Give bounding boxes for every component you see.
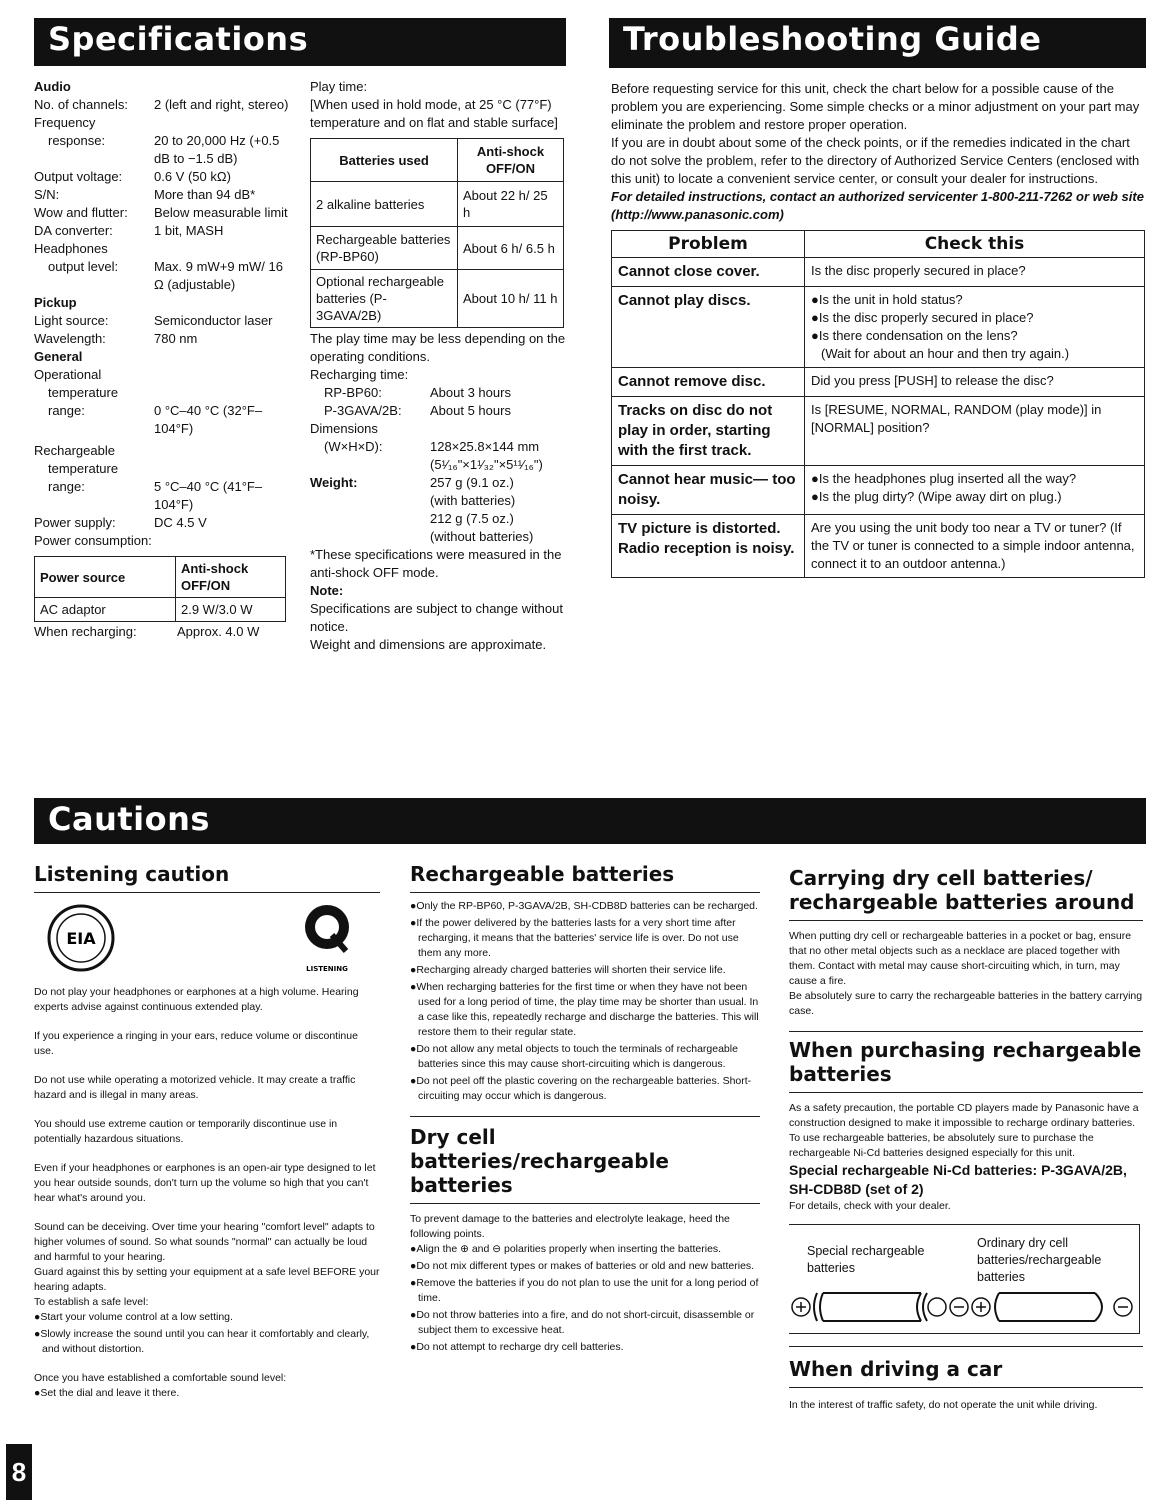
- specs-column-2: [310, 78, 566, 654]
- spec-value: 212 g (7.5 oz.): [430, 511, 514, 526]
- spec-key: RP-BP60:: [324, 385, 382, 400]
- caution-paragraph: Be absolutely sure to carry the rechargeable batteries in the battery carrying case.: [789, 990, 1143, 1017]
- listening-logo-text: LISTENING: [306, 965, 348, 973]
- check-line: ●Is the headphones plug inserted all the way?: [811, 471, 1077, 486]
- problem-cell: Cannot remove disc.: [612, 368, 805, 397]
- spec-value: 2 (left and right, stereo): [154, 97, 289, 112]
- note-text: Weight and dimensions are approximate.: [310, 637, 547, 652]
- caution-paragraph: You should use extreme caution or temporarily discontinue use in potentially hazardous situations.: [34, 1118, 338, 1145]
- spec-value: (5¹⁄₁₆"×1¹⁄₃₂"×5¹¹⁄₁₆"): [430, 457, 543, 472]
- check-line: ●Is the disc properly secured in place?: [811, 310, 1034, 325]
- table-header: Power source: [35, 557, 176, 598]
- troubleshooting-title: Troubleshooting Guide: [623, 20, 1042, 58]
- spec-key: Wow and flutter:: [34, 205, 128, 220]
- spec-value: Max. 9 mW+9 mW/ 16 Ω (adjustable): [154, 259, 283, 292]
- bullet-item: ●Start your volume control at a low setting.: [34, 1311, 233, 1323]
- table-cell: 2 alkaline batteries: [311, 182, 458, 227]
- caution-paragraph: Do not use while operating a motorized vehicle. It may create a traffic hazard and is illegal in many areas.: [34, 1074, 356, 1101]
- table-header: Anti-shock OFF/ON: [176, 557, 286, 598]
- trouble-row: [612, 258, 1145, 287]
- bullet-item: ●Recharging already charged batteries will shorten their service life.: [410, 964, 726, 976]
- problem-cell: Tracks on disc do not play in order, starting with the first track.: [612, 397, 805, 466]
- trouble-row: [612, 368, 1145, 397]
- spec-key: When recharging:: [34, 624, 137, 639]
- play-time-conditions: [When used in hold mode, at 25 °C (77°F) temperature and on flat and stable surface]: [310, 97, 558, 130]
- spec-key: P-3GAVA/2B:: [324, 403, 402, 418]
- caution-paragraph: As a safety precaution, the portable CD players made by Panasonic have a construction designed to make it impossible to recharge ordinary batteries.: [789, 1102, 1139, 1129]
- special-batteries-heading: Special rechargeable Ni-Cd batteries: P-3GAVA/2B, SH-CDB8D (set of 2): [789, 1162, 1127, 1197]
- listening-caution-heading: Listening caution: [34, 862, 380, 893]
- bullet-item: ●Only the RP-BP60, P-3GAVA/2B, SH-CDB8D batteries can be recharged.: [410, 900, 758, 912]
- spec-key: temperature: [48, 461, 119, 476]
- spec-key: Operational: [34, 367, 102, 382]
- battery-figure: [789, 1224, 1140, 1334]
- caution-paragraph: Even if your headphones or earphones is an open-air type designed to let you hear outside sounds, don't turn up the volume so high that you can't hear what's around you.: [34, 1162, 376, 1204]
- spec-key: output level:: [48, 259, 119, 274]
- caution-paragraph: To use rechargeable batteries, be absolutely sure to purchase the rechargeable Ni-Cd batteries designed especially for this unit.: [789, 1132, 1094, 1159]
- contact-info: For detailed instructions, contact an authorized servicenter 1-800-211-7262 or web site (http://www.panasonic.com): [611, 189, 1144, 222]
- spec-value: Approx. 4.0 W: [177, 624, 260, 639]
- trouble-table: [611, 230, 1145, 578]
- specifications-banner: [34, 18, 566, 66]
- table-cell: About 6 h/ 6.5 h: [458, 227, 564, 270]
- check-line: ●Is there condensation on the lens?: [811, 328, 1018, 343]
- rechargeable-batteries-section: [410, 862, 760, 1357]
- trouble-row: [612, 515, 1145, 578]
- spec-key: Frequency: [34, 115, 96, 130]
- spec-key: Output voltage:: [34, 169, 123, 184]
- spec-value: Below measurable limit: [154, 205, 288, 220]
- bullet-item: ●Do not allow any metal objects to touch the terminals of rechargeable batteries since this may cause short-circuiting which is dangerous.: [410, 1043, 738, 1070]
- check-cell: [805, 515, 1145, 578]
- caution-paragraph: To establish a safe level:: [34, 1296, 149, 1308]
- check-line: ●Is the plug dirty? (Wipe away dirt on plug.): [811, 489, 1062, 504]
- audio-heading: Audio: [34, 79, 71, 94]
- spec-key: S/N:: [34, 187, 60, 202]
- check-cell: [805, 466, 1145, 515]
- spec-value: 5 °C–40 °C (41°F–104°F): [154, 479, 263, 512]
- dimensions-label: Dimensions: [310, 421, 378, 436]
- check-line: Is [RESUME, NORMAL, RANDOM (play mode)] in [NORMAL] position?: [811, 402, 1102, 435]
- check-cell: [805, 287, 1145, 368]
- eia-logo-text: EIA: [66, 929, 96, 948]
- check-line: Did you press [PUSH] to release the disc?: [811, 373, 1054, 388]
- spec-key: Rechargeable: [34, 443, 115, 458]
- table-header: Batteries used: [311, 139, 458, 182]
- table-header: Check this: [805, 231, 1145, 258]
- problem-cell: Cannot play discs.: [612, 287, 805, 368]
- spec-value: 128×25.8×144 mm: [430, 439, 540, 454]
- dry-cell-heading: Dry cell batteries/rechargeable batteries: [410, 1116, 760, 1204]
- check-line: Are you using the unit body too near a TV or tuner? (If the TV or tuner is connected to a simple indoor antenna, connect it to an outdoor antenna.): [811, 520, 1135, 571]
- caution-paragraph: Do not play your headphones or earphones at a high volume. Hearing experts advise against continuous extended play.: [34, 986, 359, 1013]
- table-cell: About 22 h/ 25 h: [458, 182, 564, 227]
- bullet-item: ●Align the ⊕ and ⊖ polarities properly when inserting the batteries.: [410, 1243, 722, 1255]
- caution-paragraph: Sound can be deceiving. Over time your hearing "comfort level" adapts to higher volumes of sound. So what sounds "normal" can actually be loud and harmful to your hearing.: [34, 1221, 375, 1263]
- trouble-row: [612, 397, 1145, 466]
- table-cell: 2.9 W/3.0 W: [176, 598, 286, 622]
- spec-value: 1 bit, MASH: [154, 223, 224, 238]
- cautions-banner: [34, 798, 1146, 844]
- spec-key: Headphones: [34, 241, 108, 256]
- caution-paragraph: If you experience a ringing in your ears, reduce volume or discontinue use.: [34, 1030, 358, 1057]
- pickup-heading: Pickup: [34, 295, 77, 310]
- listening-caution-section: [34, 862, 380, 1403]
- spec-key: No. of channels:: [34, 97, 128, 112]
- caution-paragraph: When putting dry cell or rechargeable batteries in a pocket or bag, ensure that no other metal objects such as a necklace are placed together with them. Contact with metal may cause short-circuiting which, in turn, may cause a fire.: [789, 930, 1132, 987]
- check-cell: [805, 258, 1145, 287]
- check-line: (Wait for about an hour and then try again.): [821, 346, 1070, 361]
- carrying-batteries-section: [789, 866, 1143, 1413]
- spec-value: More than 94 dB*: [154, 187, 256, 202]
- bullet-item: ●Do not attempt to recharge dry cell batteries.: [410, 1341, 624, 1353]
- spec-value: DC 4.5 V: [154, 515, 207, 530]
- note-text: Specifications are subject to change without notice.: [310, 601, 563, 634]
- problem-cell: Cannot close cover.: [612, 258, 805, 287]
- driving-heading: When driving a car: [789, 1346, 1143, 1388]
- spec-value: 780 nm: [154, 331, 198, 346]
- caution-paragraph: Once you have established a comfortable sound level:: [34, 1372, 287, 1384]
- spec-value: (without batteries): [430, 529, 534, 544]
- spec-key: Power supply:: [34, 515, 116, 530]
- page-number: 8: [6, 1444, 32, 1500]
- recharging-time-label: Recharging time:: [310, 367, 409, 382]
- problem-cell: TV picture is distorted. Radio reception is noisy.: [612, 515, 805, 578]
- table-cell: About 10 h/ 11 h: [458, 270, 564, 328]
- bullet-item: ●When recharging batteries for the first time or when they have not been used for a long period of time, the play time may be shorter than usual. In a case like this, repeatedly recharge and discharge the batteries. This will restore them to their regular state.: [410, 981, 759, 1038]
- table-cell: Optional rechargeable batteries (P-3GAVA/2B): [311, 270, 458, 328]
- troubleshooting-banner: [609, 18, 1146, 68]
- carrying-heading: Carrying dry cell batteries/ rechargeable batteries around: [789, 866, 1143, 921]
- caution-paragraph: For details, check with your dealer.: [789, 1200, 951, 1212]
- spec-key: (W×H×D):: [324, 439, 383, 454]
- caution-paragraph: To prevent damage to the batteries and electrolyte leakage, heed the following points.: [410, 1213, 730, 1240]
- bullet-item: ●Set the dial and leave it there.: [34, 1387, 180, 1399]
- spec-key: Weight:: [310, 475, 358, 490]
- figure-label-special: Special rechargeable batteries: [807, 1244, 925, 1275]
- specs-column-1: [34, 78, 289, 641]
- trouble-intro-2: If you are in doubt about some of the check points, or if the remedies indicated in the chart do not solve the problem, refer to the directory of Authorized Service Centers (enclosed with this unit) to locate a convenient service center, or consult your dealer for instructions.: [611, 135, 1140, 186]
- trouble-intro: Before requesting service for this unit, check the chart below for a possible cause of the problem you are experiencing. Some simple checks or a minor adjustment on your part may eliminate the problem and restore proper operation.: [611, 81, 1140, 132]
- rechargeable-batteries-heading: Rechargeable batteries: [410, 862, 760, 893]
- general-heading: General: [34, 349, 83, 364]
- trouble-row: [612, 466, 1145, 515]
- eia-logo-icon: [46, 903, 116, 973]
- battery-table: [310, 138, 564, 328]
- trouble-row: [612, 287, 1145, 368]
- bullet-item: ●Slowly increase the sound until you can hear it comfortably and clearly, and without distortion.: [34, 1328, 370, 1355]
- power-table: [34, 556, 286, 622]
- check-cell: [805, 368, 1145, 397]
- specifications-title: Specifications: [48, 20, 309, 58]
- spec-value: 0.6 V (50 kΩ): [154, 169, 231, 184]
- table-header: Problem: [612, 231, 805, 258]
- spec-key: temperature: [48, 385, 119, 400]
- spec-value: Semiconductor laser: [154, 313, 273, 328]
- spec-key: range:: [48, 479, 85, 494]
- check-line: ●Is the unit in hold status?: [811, 292, 963, 307]
- spec-key: response:: [48, 133, 106, 148]
- table-cell: AC adaptor: [35, 598, 176, 622]
- purchasing-heading: When purchasing rechargeable batteries: [789, 1031, 1143, 1093]
- troubleshooting-section: [611, 80, 1145, 578]
- bullet-item: ●Do not mix different types or makes of batteries or old and new batteries.: [410, 1260, 755, 1272]
- listening-logo-icon: [302, 899, 352, 975]
- cautions-title: Cautions: [48, 800, 210, 838]
- spec-key: range:: [48, 403, 85, 418]
- bullet-item: ●If the power delivered by the batteries lasts for a very short time after recharging, it means that the batteries' service life is over. Do not use them any more.: [410, 917, 739, 959]
- footnote: *These specifications were measured in the anti-shock OFF mode.: [310, 547, 562, 580]
- bullet-item: ●Do not peel off the plastic covering on the rechargeable batteries. Short-circuiting may occur which is dangerous.: [410, 1075, 752, 1102]
- spec-key: Wavelength:: [34, 331, 106, 346]
- spec-key: Light source:: [34, 313, 109, 328]
- figure-label-ordinary: Ordinary dry cell batteries/rechargeable batteries: [977, 1236, 1102, 1284]
- caution-paragraph: Guard against this by setting your equipment at a safe level BEFORE your hearing adapts.: [34, 1266, 380, 1293]
- bullet-item: ●Remove the batteries if you do not plan to use the unit for a long period of time.: [410, 1277, 759, 1304]
- spec-value: About 3 hours: [430, 385, 511, 400]
- problem-cell: Cannot hear music— too noisy.: [612, 466, 805, 515]
- bullet-item: ●Do not throw batteries into a fire, and do not short-circuit, disassemble or subject them to excessive heat.: [410, 1309, 755, 1336]
- power-consumption-label: Power consumption:: [34, 533, 152, 548]
- check-line: Is the disc properly secured in place?: [811, 263, 1026, 278]
- note-heading: Note:: [310, 583, 344, 598]
- battery-diagram-icon: [789, 1287, 1139, 1327]
- table-cell: Rechargeable batteries (RP-BP60): [311, 227, 458, 270]
- spec-value: About 5 hours: [430, 403, 511, 418]
- spec-value: (with batteries): [430, 493, 516, 508]
- spec-value: 0 °C–40 °C (32°F–104°F): [154, 403, 263, 436]
- play-time-label: Play time:: [310, 79, 368, 94]
- spec-value: 20 to 20,000 Hz (+0.5 dB to −1.5 dB): [154, 133, 280, 166]
- check-cell: [805, 397, 1145, 466]
- table-header: Anti-shock OFF/ON: [458, 139, 564, 182]
- spec-value: 257 g (9.1 oz.): [430, 475, 514, 490]
- caution-paragraph: In the interest of traffic safety, do not operate the unit while driving.: [789, 1399, 1098, 1411]
- spec-key: DA converter:: [34, 223, 113, 238]
- play-time-note: The play time may be less depending on the operating conditions.: [310, 331, 566, 364]
